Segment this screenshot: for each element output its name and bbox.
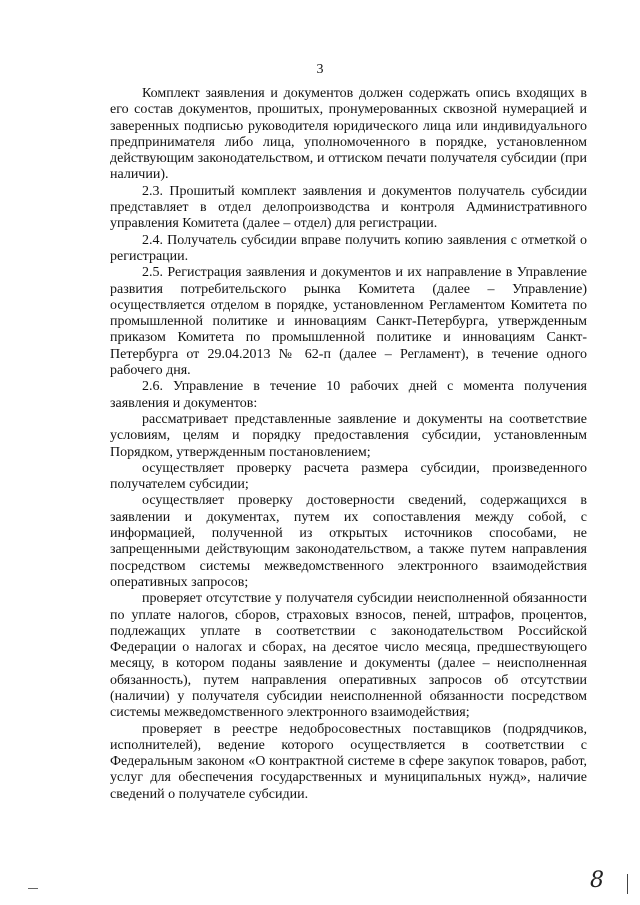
paragraph-2-3: 2.3. Прошитый комплект заявления и документов получатель субсидии представляет в отдел делопроизводства и контроля Административного управления Комитета (далее – отдел) для регистрации. xyxy=(110,183,587,232)
paragraph-review-documents: рассматривает представленные заявление и документы на соответствие условиям, целям и порядку предоставления субсидии, установленным Порядком, утвержденным постановлением; xyxy=(110,411,587,460)
paragraph-check-supplier-registry: проверяет в реестре недобросовестных поставщиков (подрядчиков, исполнителей), ведение которого осуществляется в соответствии с Федеральным законом «О контрактной системе в сфере закупок товаров, работ, услуг для обеспечения государственных и муниципальных нужд», наличие сведений о получателе субсидии. xyxy=(110,721,587,802)
handwritten-initial: 8 xyxy=(590,868,604,893)
paragraph-2-6: 2.6. Управление в течение 10 рабочих дней с момента получения заявления и документов: xyxy=(110,379,587,411)
paragraph-check-reliability: осуществляет проверку достоверности сведений, содержащихся в заявлении и документах, путем их сопоставления между собой, с информацией, полученной из открытых источников способами, не запрещенными действующим законодательством, а также путем направления посредством системы межведомственного электронного взаимодействия оперативных запросов; xyxy=(110,493,587,590)
scan-mark-left xyxy=(28,888,38,889)
scan-mark-right xyxy=(627,874,628,894)
document-body xyxy=(110,86,587,803)
paragraph-check-tax-obligations: проверяет отсутствие у получателя субсидии неисполненной обязанности по уплате налогов, сборов, страховых взносов, пеней, штрафов, процентов, подлежащих уплате в соответствии с законодательством Российской Федерации о налогах и сборах, на десятое число месяца, предшествующего месяцу, в котором поданы заявление и документы (далее – неисполненная обязанность), путем направления оперативных запросов об отсутствии (наличии) у получателя субсидии неисполненной обязанности посредством системы межведомственного электронного взаимодействия; xyxy=(110,591,587,721)
paragraph-package-composition: Комплект заявления и документов должен содержать опись входящих в его состав документов, прошитых, пронумерованных сквозной нумерацией и заверенных подписью руководителя юридического лица или индивидуального предпринимателя либо лица, уполномоченного в порядке, установленном действующим законодательством, и оттиском печати получателя субсидии (при наличии). xyxy=(110,86,587,183)
paragraph-2-4: 2.4. Получатель субсидии вправе получить копию заявления с отметкой о регистрации. xyxy=(110,232,587,264)
paragraph-2-5: 2.5. Регистрация заявления и документов и их направление в Управление развития потребительского рынка Комитета (далее – Управление) осуществляется отделом в порядке, установленном Регламентом Комитета по промышленной политике и инновациям Санкт-Петербурга, утвержденным приказом Комитета по промышленной политике и инновациям Санкт-Петербурга от 29.04.2013 № 62-п (далее – Регламент), в течение одного рабочего дня. xyxy=(110,265,587,379)
page-number: 3 xyxy=(316,62,324,77)
paragraph-check-calculation: осуществляет проверку расчета размера субсидии, произведенного получателем субсидии; xyxy=(110,460,587,493)
